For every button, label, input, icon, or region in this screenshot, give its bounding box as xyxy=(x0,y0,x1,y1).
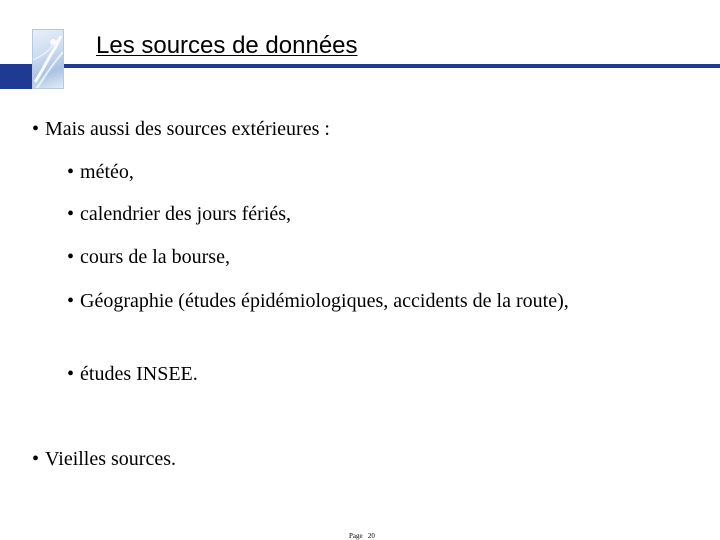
bullet-item xyxy=(32,117,330,142)
bullet-text: calendrier des jours fériés, xyxy=(80,203,292,225)
bullet-text: Mais aussi des sources extérieures : xyxy=(45,118,330,140)
sub-bullet-item xyxy=(67,160,134,185)
sub-bullet-item xyxy=(67,245,230,270)
sub-bullet-item xyxy=(67,362,198,387)
bullet-marker: • xyxy=(32,448,40,470)
sub-bullet-item xyxy=(67,202,291,227)
bullet-item xyxy=(32,447,176,472)
bullet-marker: • xyxy=(67,246,75,268)
bullet-text: Vieilles sources. xyxy=(45,448,177,470)
page-footer xyxy=(349,532,375,540)
bullet-marker: • xyxy=(67,363,75,385)
footer-label: Page xyxy=(349,532,363,540)
bullet-text: cours de la bourse, xyxy=(80,246,230,268)
page-number: 20 xyxy=(367,532,375,540)
bullet-marker: • xyxy=(67,203,75,225)
bullet-text: météo, xyxy=(80,161,134,183)
bullet-text: études INSEE. xyxy=(80,363,198,385)
sub-bullet-item xyxy=(67,289,637,314)
bullet-marker: • xyxy=(32,118,40,140)
logo-graphic-icon xyxy=(32,29,64,89)
bullet-marker: • xyxy=(67,290,75,312)
header-accent-block xyxy=(0,64,32,89)
bullet-marker: • xyxy=(67,161,75,183)
bullet-text: Géographie (études épidémiologiques, accidents de la route), xyxy=(80,290,569,312)
header-rule xyxy=(64,64,720,68)
page-title: Les sources de données xyxy=(96,32,358,59)
